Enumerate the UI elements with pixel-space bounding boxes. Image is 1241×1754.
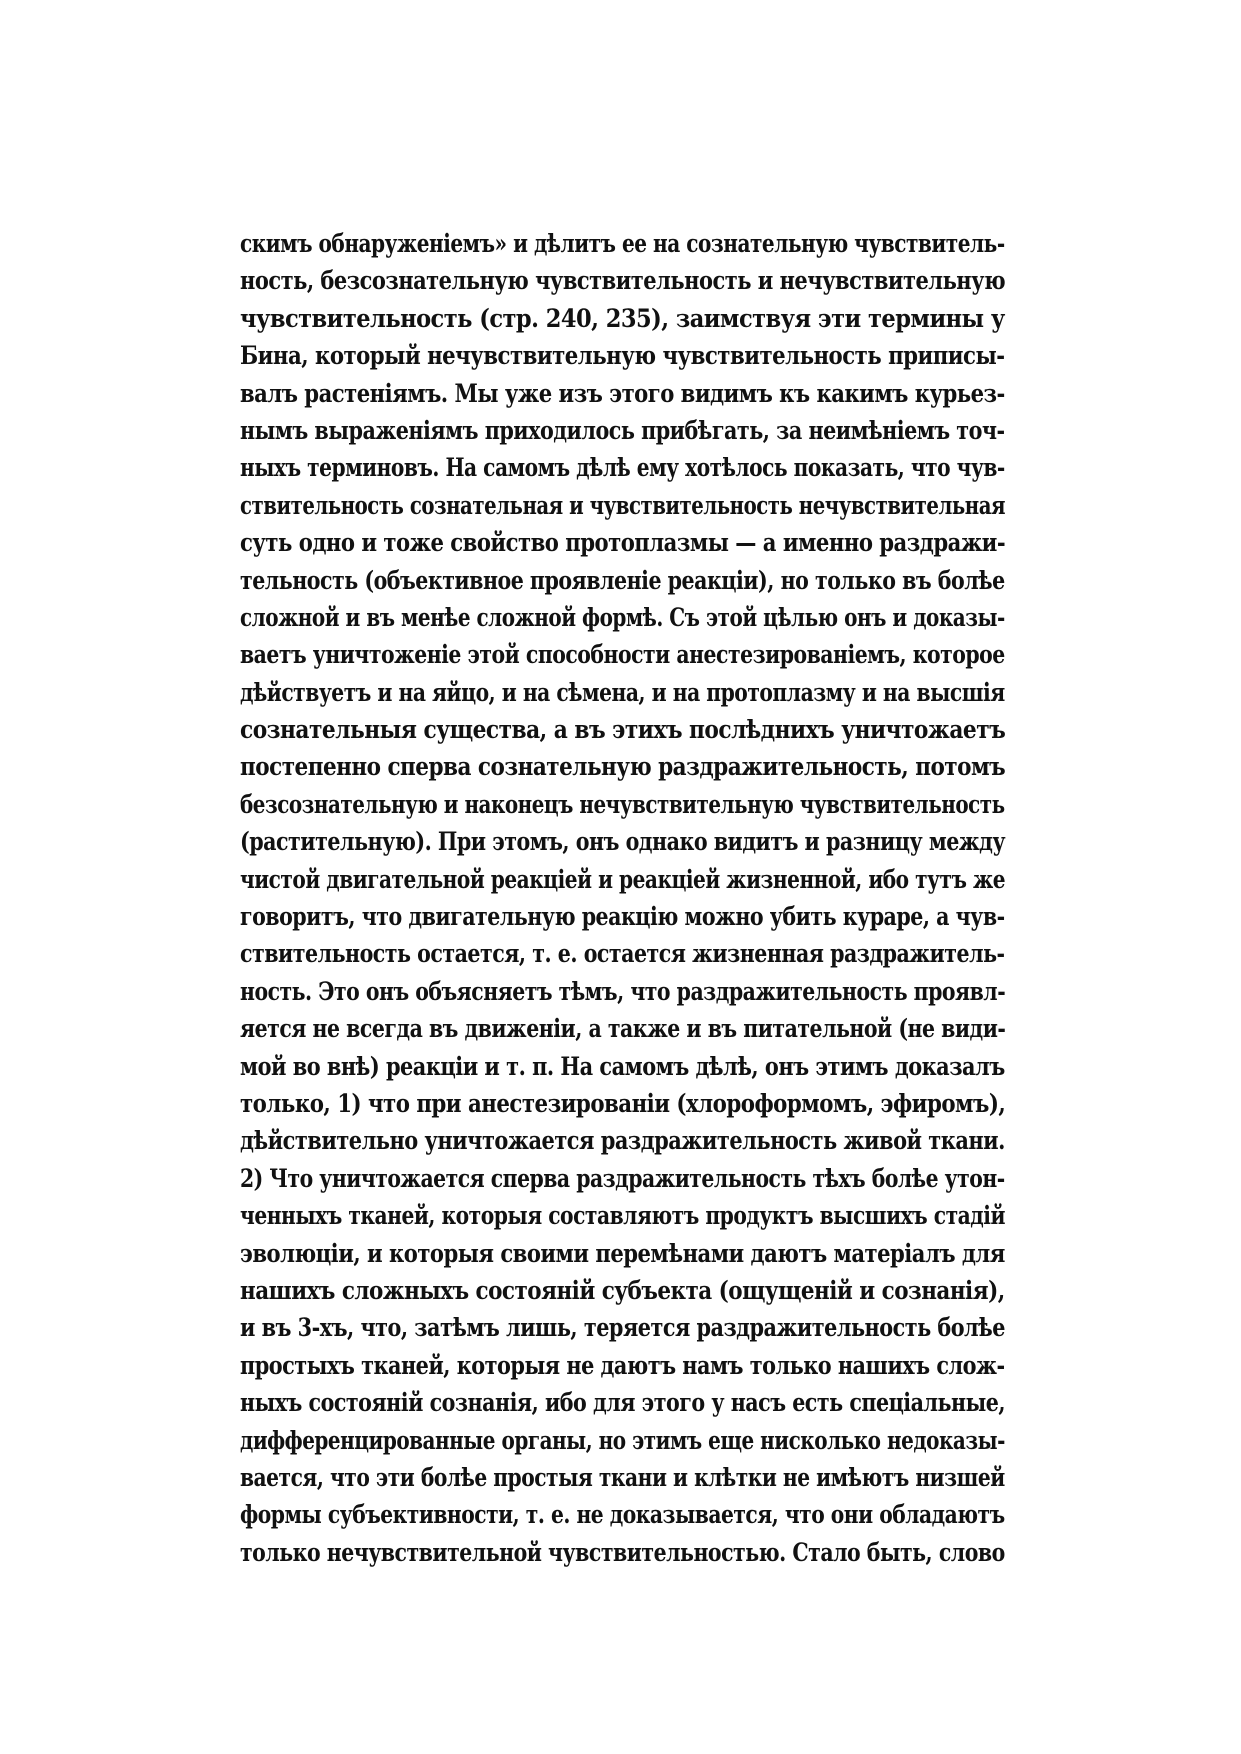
text-line: постепенно сперва сознательную раздражительность, потомъ	[240, 752, 1006, 782]
text-line: эволюціи, и которыя своими перемѣнами даютъ матеріалъ для	[240, 1238, 1005, 1268]
text-line: ченныхъ тканей, которыя составляютъ продуктъ высшихъ стадій	[240, 1201, 1006, 1231]
text-line: только нечувствительной чувствительностью. Стало быть, слово	[240, 1537, 1005, 1567]
text-line: только, 1) что при анестезированіи (хлороформомъ, эфиромъ),	[240, 1088, 1006, 1118]
text-line: тельность (объективное проявленіе реакціи), но только въ болѣе	[240, 565, 1005, 595]
text-line: сложной и въ менѣе сложной формѣ. Съ этой цѣлью онъ и доказы-	[240, 602, 1005, 632]
body-text	[240, 225, 1005, 1571]
text-line: ныхъ состояній сознанія, ибо для этого у насъ есть спеціальные,	[240, 1388, 1006, 1418]
text-line: чувствительность (стр. 240, 235), заимствуя эти термины у	[240, 303, 1005, 333]
text-line: ствительность сознательная и чувствительность нечувствительная	[240, 490, 1006, 520]
text-line: Бина, который нечувствительную чувствительность приписы-	[240, 341, 1005, 371]
text-line: нашихъ сложныхъ состояній субъекта (ощущеній и сознанія),	[240, 1275, 1005, 1305]
text-line: простыхъ тканей, которыя не даютъ намъ только нашихъ слож-	[240, 1350, 1005, 1380]
text-line: ваетъ уничтоженіе этой способности анестезированіемъ, которое	[240, 640, 1005, 670]
text-line: вается, что эти болѣе простыя ткани и клѣтки не имѣютъ низшей	[240, 1462, 1005, 1492]
text-line: ныхъ терминовъ. На самомъ дѣлѣ ему хотѣлось показать, что чув-	[240, 453, 1005, 483]
text-line: ствительность остается, т. е. остается жизненная раздражитель-	[240, 939, 1005, 969]
text-line: ность. Это онъ объясняетъ тѣмъ, что раздражительность проявл-	[240, 976, 1006, 1006]
text-line: сознательныя существа, а въ этихъ послѣднихъ уничтожаетъ	[240, 715, 1006, 745]
text-line: валъ растеніямъ. Мы уже изъ этого видимъ къ какимъ курьез-	[240, 378, 1005, 408]
text-line: скимъ обнаруженіемъ» и дѣлитъ ее на сознательную чувствитель-	[240, 229, 1005, 258]
text-line: яется не всегда въ движеніи, а также и въ питательной (не види-	[240, 1014, 1006, 1044]
text-line: дифференцированные органы, но этимъ еще нисколько недоказы-	[240, 1425, 1006, 1455]
text-line: 2) Что уничтожается сперва раздражительность тѣхъ болѣе утон-	[240, 1163, 1005, 1193]
text-line: суть одно и тоже свойство протоплазмы — а именно раздражи-	[240, 528, 1006, 558]
text-line: (растительную). При этомъ, онъ однако видитъ и разницу между	[240, 827, 1006, 857]
text-line: и въ 3-хъ, что, затѣмъ лишь, теряется раздражительность болѣе	[240, 1313, 1005, 1343]
text-line: мой во внѣ) реакціи и т. п. На самомъ дѣлѣ, онъ этимъ доказалъ	[240, 1051, 1005, 1081]
text-line: говоритъ, что двигательную реакцію можно убить кураре, а чув-	[240, 902, 1005, 932]
text-line: дѣйствительно уничтожается раздражительность живой ткани.	[240, 1126, 1005, 1156]
text-line: безсознательную и наконецъ нечувствительную чувствительность	[240, 789, 1005, 819]
text-line: ность, безсознательную чувствительность и нечувствительную	[240, 266, 1006, 296]
text-line: дѣйствуетъ и на яйцо, и на сѣмена, и на протоплазму и на высшія	[240, 677, 1005, 707]
text-line: чистой двигательной реакціей и реакціей жизненной, ибо тутъ же	[240, 864, 1006, 894]
text-line: нымъ выраженіямъ приходилось прибѣгать, за неимѣніемъ точ-	[240, 415, 1005, 445]
text-line: формы субъективности, т. е. не доказывается, что они обладаютъ	[240, 1500, 1005, 1530]
